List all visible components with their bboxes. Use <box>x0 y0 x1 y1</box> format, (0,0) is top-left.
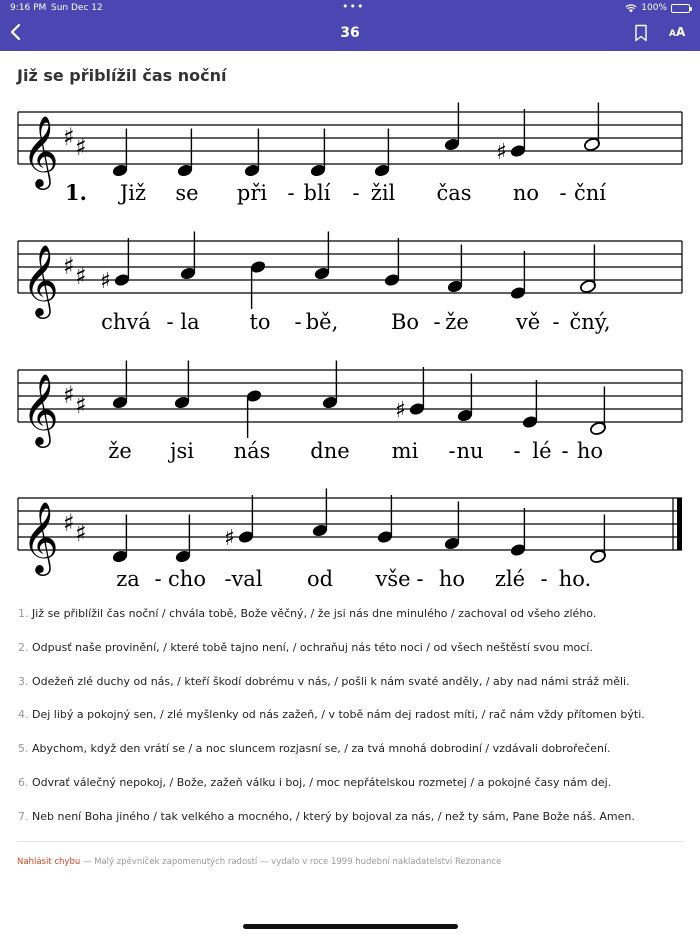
verse-number: 1. <box>65 180 87 205</box>
verse-3: 3. Odežeň zlé duchy od nás, / kteří škodí dobrému v nás, / pošli k nám svaté anděly, / aby nad námi stráž měli. <box>18 674 630 688</box>
note <box>521 380 538 429</box>
battery-percent: 100% <box>641 3 667 13</box>
lyric-syllable: ho. <box>558 567 592 591</box>
lyric-syllable: za <box>116 567 140 591</box>
syllable-hyphen: - <box>224 567 232 591</box>
accidental-sharp-icon: ♯ <box>496 140 507 165</box>
lyric-syllable: val <box>231 567 263 591</box>
note <box>321 361 338 410</box>
lyric-syllable: blí <box>303 181 331 205</box>
syllable-hyphen: - <box>166 310 174 334</box>
note <box>111 515 128 564</box>
lyric-syllable: že <box>445 310 469 334</box>
note <box>496 109 527 165</box>
lyric-syllable: mi <box>391 439 419 463</box>
treble-clef-icon: 𝄞 <box>22 372 59 445</box>
note <box>174 515 191 564</box>
lyric-syllable: se <box>175 181 199 205</box>
syllable-hyphen: - <box>540 567 548 591</box>
lyric-syllable: nu <box>456 439 484 463</box>
note <box>111 129 128 178</box>
lyric-syllable: od <box>306 567 334 591</box>
key-sharp-icon: ♯ <box>63 509 75 537</box>
note <box>100 238 131 294</box>
source-credit: — Malý zpěvníček zapomenutých radostí — vydalo v roce 1999 hudební nakladatelství Rezonance <box>80 857 502 867</box>
key-sharp-icon: ♯ <box>75 518 87 547</box>
font-size-icon[interactable]: AA <box>669 25 686 39</box>
note <box>443 502 460 551</box>
staff-system <box>18 103 682 191</box>
verse-list <box>18 605 688 842</box>
lyric-syllable: ho <box>576 439 604 463</box>
verse-7: 7. Neb není Boha jiného / tak velkého a mocného, / který by bojoval za nás, / než ty sám, Pane Bože náš. Amen. <box>18 809 635 823</box>
accidental-sharp-icon: ♯ <box>224 526 235 551</box>
verse-5: 5. Abychom, když den vrátí se / a noc sluncem rozjasní se, / za tvá mnohá dobrodiní / vzdávali dobrořečení. <box>18 742 611 756</box>
final-bar-thick <box>677 498 682 550</box>
lyric-syllable: no <box>512 181 540 205</box>
syllable-hyphen: - <box>352 181 360 205</box>
accidental-sharp-icon: ♯ <box>395 398 406 423</box>
note <box>309 129 326 178</box>
note <box>443 103 460 152</box>
note <box>579 245 596 294</box>
syllable-hyphen: - <box>294 310 302 334</box>
treble-clef-icon: 𝄞 <box>22 500 59 573</box>
page-title: 36 <box>340 25 360 41</box>
treble-clef-icon: 𝄞 <box>22 114 59 187</box>
treble-clef-icon: 𝄞 <box>22 243 59 316</box>
key-sharp-icon: ♯ <box>63 123 75 151</box>
status-time: 9:16 PM <box>10 3 47 13</box>
staff-system <box>18 232 682 320</box>
top-bar <box>0 0 700 51</box>
note <box>509 508 526 557</box>
footer <box>17 857 501 867</box>
note <box>373 129 390 178</box>
song-title: Již se přiblížil čas noční <box>17 66 227 85</box>
lyric-syllable: žil <box>370 181 396 205</box>
key-sharp-icon: ♯ <box>75 261 87 290</box>
syllable-hyphen: - <box>154 567 162 591</box>
note <box>111 361 128 410</box>
syllable-hyphen: - <box>287 181 295 205</box>
verse-1: 1. Již se přiblížil čas noční / chvála tobě, Bože věčný, / že jsi nás dne minulého / zachoval od všeho zlého. <box>18 607 597 620</box>
status-date: Sun Dec 12 <box>51 3 103 13</box>
lyric-syllable: lé <box>532 439 552 463</box>
lyric-syllable: cho <box>168 567 206 591</box>
lyric-syllable: jsi <box>169 439 195 463</box>
note <box>249 260 266 309</box>
note <box>179 232 196 281</box>
lyric-syllable: ho <box>438 567 466 591</box>
lyric-syllable: chvá <box>101 310 151 334</box>
multitask-dots[interactable]: ••• <box>342 0 365 13</box>
key-sharp-icon: ♯ <box>75 132 87 161</box>
staff-system <box>18 489 682 577</box>
bookmark-icon[interactable] <box>634 24 648 42</box>
lyric-syllable: to <box>249 310 271 334</box>
note <box>376 495 393 544</box>
sheet-music <box>0 95 700 595</box>
note <box>589 515 606 564</box>
key-sharp-icon: ♯ <box>75 390 87 419</box>
lyric-syllable: při <box>236 181 268 205</box>
divider <box>17 841 684 842</box>
lyric-syllable: nás <box>233 439 271 463</box>
note <box>589 387 606 436</box>
syllable-hyphen: - <box>416 567 424 591</box>
lyric-syllable: čný, <box>569 310 611 334</box>
battery-icon <box>671 4 690 13</box>
syllable-hyphen: - <box>433 310 441 334</box>
wifi-icon <box>625 4 637 13</box>
syllable-hyphen: - <box>513 439 521 463</box>
lyric-syllable: zlé <box>494 567 526 591</box>
note <box>224 495 255 551</box>
key-sharp-icon: ♯ <box>63 381 75 409</box>
lyric-syllable: la <box>180 310 200 334</box>
staff-system <box>18 361 682 449</box>
note <box>583 103 600 152</box>
verse-2: 2. Odpusť naše provinění, / které tobě tajno není, / ochraňuj nás této noci / od všech neštěstí svou mocí. <box>18 640 593 654</box>
syllable-hyphen: - <box>561 439 569 463</box>
note <box>173 361 190 410</box>
note <box>243 129 260 178</box>
lyric-syllable: že <box>108 439 132 463</box>
note <box>245 389 262 438</box>
syllable-hyphen: - <box>448 439 456 463</box>
report-error-link[interactable]: Nahlásit chybu <box>17 857 81 867</box>
verse-6: 6. Odvrať válečný nepokoj, / Bože, zažeň válku i boj, / moc nepřátelskou rozmetej / a pokojné časy nám dej. <box>18 775 612 789</box>
note <box>509 251 526 300</box>
lyric-syllable: Již <box>119 181 147 205</box>
syllable-hyphen: - <box>559 181 567 205</box>
lyric-syllable: bě, <box>305 310 339 334</box>
accidental-sharp-icon: ♯ <box>100 269 111 294</box>
key-sharp-icon: ♯ <box>63 252 75 280</box>
lyric-syllable: dne <box>310 439 350 463</box>
note <box>446 245 463 294</box>
lyric-syllable: vše <box>375 567 411 591</box>
note <box>395 367 426 423</box>
note <box>176 129 193 178</box>
verse-4: 4. Dej libý a pokojný sen, / zlé myšlenky od nás zažeň, / v tobě nám dej radost míti, / rač nám vždy přítomen býti. <box>18 708 645 722</box>
note <box>313 232 330 281</box>
lyric-syllable: vě <box>515 310 541 334</box>
lyric-syllable: čas <box>436 181 472 205</box>
note <box>456 374 473 423</box>
lyric-syllable: Bo <box>390 310 420 334</box>
home-indicator[interactable] <box>243 924 458 929</box>
note <box>311 489 328 538</box>
syllable-hyphen: - <box>552 310 560 334</box>
lyric-syllable: ční <box>573 181 607 205</box>
note <box>383 238 400 287</box>
status-right <box>625 3 690 13</box>
